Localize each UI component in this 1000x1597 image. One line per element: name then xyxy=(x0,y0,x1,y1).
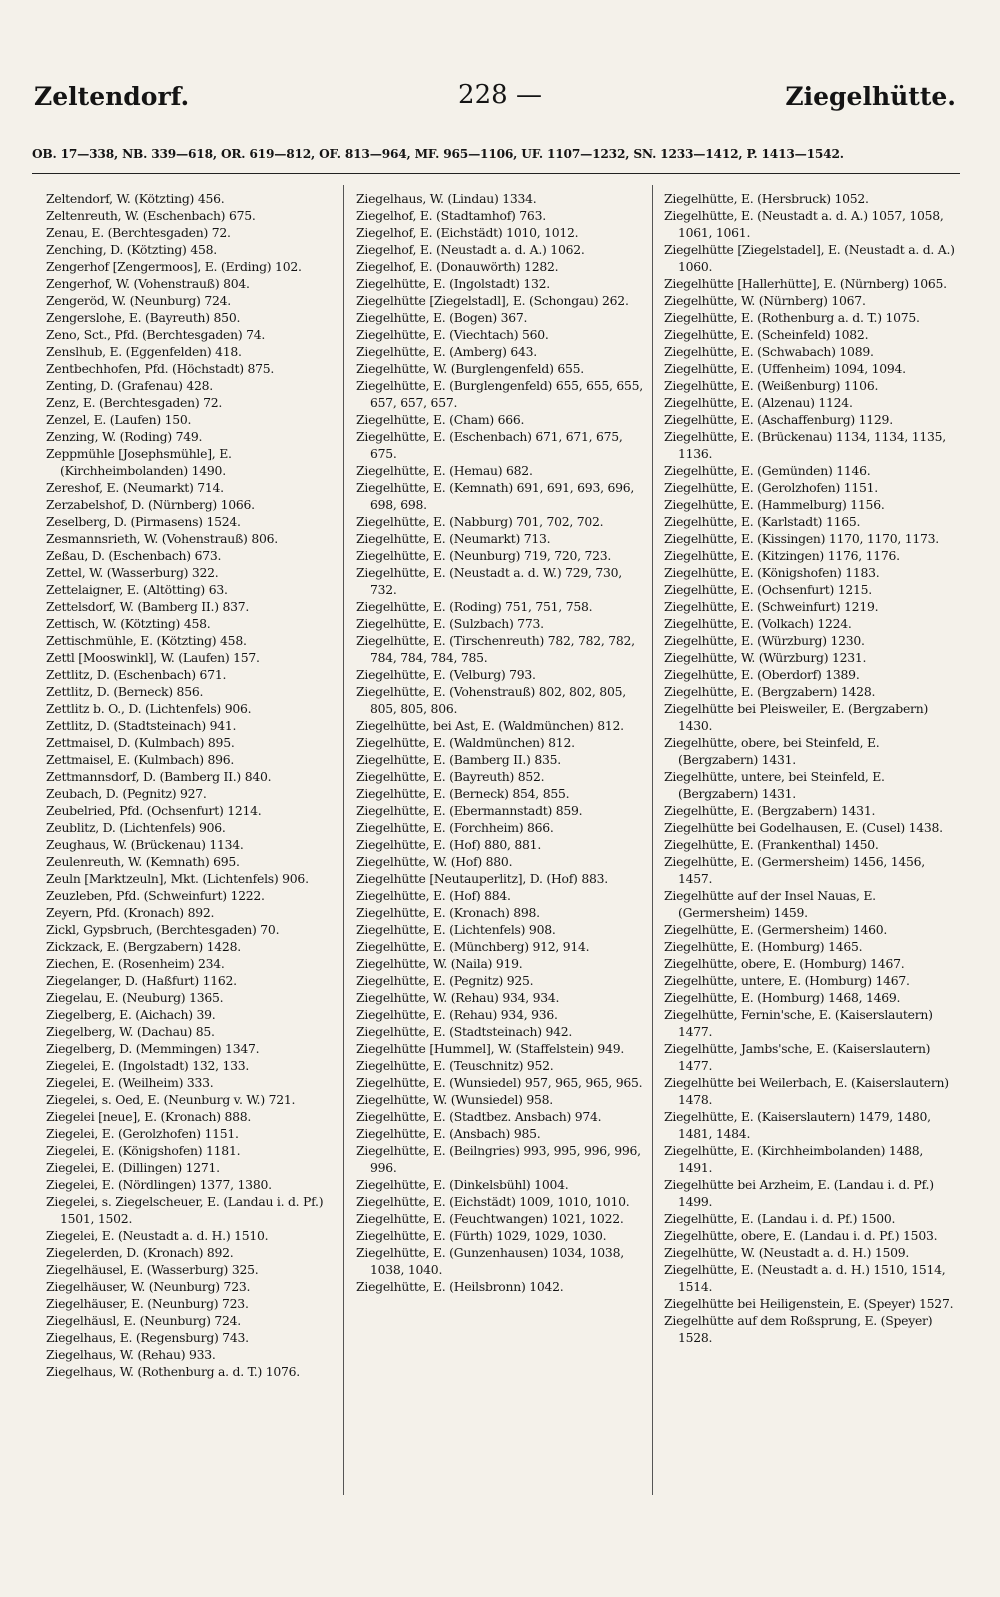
index-entry: Ziegelhütte, E. (Weißenburg) 1106. xyxy=(664,378,879,393)
index-entry: Ziegelhütte, E. (Brückenau) 1134, 1134, 1135, 1136. xyxy=(664,429,946,461)
index-entry: Ziegelhütte, W. (Rehau) 934, 934. xyxy=(356,990,560,1005)
index-entry: Ziegelhütte, E. (Berneck) 854, 855. xyxy=(356,786,570,801)
index-entry: Ziegelhütte, E. (Homburg) 1465. xyxy=(664,939,863,954)
index-entry: Ziegelhütte, obere, bei Steinfeld, E. (Bergzabern) 1431. xyxy=(664,735,880,767)
index-entry: Ziegelau, E. (Neuburg) 1365. xyxy=(46,990,224,1005)
index-entry: Ziegelhütte, W. (Nürnberg) 1067. xyxy=(664,293,866,308)
index-entry: Ziegelhütte, E. (Schwabach) 1089. xyxy=(664,344,874,359)
index-entry: Ziegelhütte, E. (Neustadt a. d. H.) 1510, 1514, 1514. xyxy=(664,1262,946,1294)
index-entry: Zesmannsrieth, W. (Vohenstrauß) 806. xyxy=(46,531,278,546)
index-entry: Ziegelhütte [Ziegelstadel], E. (Neustadt a. d. A.) 1060. xyxy=(664,242,955,274)
index-entry: Ziegelhof, E. (Donauwörth) 1282. xyxy=(356,259,559,274)
index-entry: Zettischmühle, E. (Kötzting) 458. xyxy=(46,633,247,648)
index-entry: Ziegelhütte [Hummel], W. (Staffelstein) 949. xyxy=(356,1041,625,1056)
index-column-1 xyxy=(46,190,336,1520)
index-entry: Ziegelhaus, W. (Lindau) 1334. xyxy=(356,191,537,206)
index-entry: Zengerslohe, E. (Bayreuth) 850. xyxy=(46,310,241,325)
index-entry: Ziegelhütte, E. (Aschaffenburg) 1129. xyxy=(664,412,893,427)
index-entry: Ziegelhütte bei Pleisweiler, E. (Bergzabern) 1430. xyxy=(664,701,929,733)
index-entry: Zettlitz b. O., D. (Lichtenfels) 906. xyxy=(46,701,252,716)
index-entry: Zettlitz, D. (Eschenbach) 671. xyxy=(46,667,227,682)
index-entry: Ziegelhütte, E. (Scheinfeld) 1082. xyxy=(664,327,869,342)
index-entry: Zettelsdorf, W. (Bamberg II.) 837. xyxy=(46,599,250,614)
index-entry: Zickzack, E. (Bergzabern) 1428. xyxy=(46,939,241,954)
index-entry: Ziegelhütte, E. (Uffenheim) 1094, 1094. xyxy=(664,361,906,376)
index-entry: Ziegelhütte bei Heiligenstein, E. (Speyer) 1527. xyxy=(664,1296,954,1311)
index-entry: Zeppmühle [Josephsmühle], E. (Kirchheimbolanden) 1490. xyxy=(46,446,232,478)
index-entry: Ziegelhütte, E. (Velburg) 793. xyxy=(356,667,536,682)
index-entry: Ziegelhäusel, E. (Wasserburg) 325. xyxy=(46,1262,259,1277)
index-entry: Ziegelhütte auf der Insel Nauas, E. (Germersheim) 1459. xyxy=(664,888,876,920)
index-entry: Zenching, D. (Kötzting) 458. xyxy=(46,242,217,257)
index-entry: Ziegelhütte, E. (Neustadt a. d. A.) 1057, 1058, 1061, 1061. xyxy=(664,208,944,240)
index-entry: Ziegelhütte, E. (Hemau) 682. xyxy=(356,463,533,478)
index-entry: Ziegelei, E. (Nördlingen) 1377, 1380. xyxy=(46,1177,272,1192)
index-entry: Zickl, Gypsbruch, (Berchtesgaden) 70. xyxy=(46,922,280,937)
index-entry: Zeselberg, D. (Pirmasens) 1524. xyxy=(46,514,241,529)
index-entry: Ziegelei, E. (Dillingen) 1271. xyxy=(46,1160,220,1175)
index-entry: Ziegelei, E. (Königshofen) 1181. xyxy=(46,1143,241,1158)
index-entry: Ziegelei, E. (Gerolzhofen) 1151. xyxy=(46,1126,239,1141)
index-entry: Ziegelhütte, E. (Bamberg II.) 835. xyxy=(356,752,561,767)
index-entry: Ziegelhütte, E. (Forchheim) 866. xyxy=(356,820,554,835)
index-column-2 xyxy=(356,190,648,1520)
index-entry: Ziegelhütte, obere, E. (Landau i. d. Pf.) 1503. xyxy=(664,1228,938,1243)
index-entry: Zettl [Mooswinkl], W. (Laufen) 157. xyxy=(46,650,260,665)
index-entry: Ziegelhütte, untere, E. (Homburg) 1467. xyxy=(664,973,910,988)
running-head-left: Zeltendorf. xyxy=(34,82,190,111)
index-entry: Zeublitz, D. (Lichtenfels) 906. xyxy=(46,820,226,835)
index-entry: Ziegelhütte, E. (Dinkelsbühl) 1004. xyxy=(356,1177,569,1192)
index-entry: Zeulenreuth, W. (Kemnath) 695. xyxy=(46,854,240,869)
index-entry: Zeubelried, Pfd. (Ochsenfurt) 1214. xyxy=(46,803,262,818)
index-entry: Ziegelhof, E. (Eichstädt) 1010, 1012. xyxy=(356,225,579,240)
index-entry: Ziegelhütte, E. (Gunzenhausen) 1034, 1038, 1038, 1040. xyxy=(356,1245,624,1277)
index-entry: Ziegelhütte, Fernin'sche, E. (Kaiserslautern) 1477. xyxy=(664,1007,933,1039)
index-entry: Zenz, E. (Berchtesgaden) 72. xyxy=(46,395,223,410)
index-entry: Ziegelhütte, E. (Kronach) 898. xyxy=(356,905,540,920)
index-entry: Zeuzleben, Pfd. (Schweinfurt) 1222. xyxy=(46,888,265,903)
index-entry: Ziegelhütte, E. (Bergzabern) 1428. xyxy=(664,684,876,699)
index-entry: Ziegelhütte bei Godelhausen, E. (Cusel) 1438. xyxy=(664,820,943,835)
index-entry: Ziegelhütte, E. (Sulzbach) 773. xyxy=(356,616,544,631)
column-divider xyxy=(343,185,344,1495)
index-entry: Ziegelhütte, E. (Ansbach) 985. xyxy=(356,1126,541,1141)
index-entry: Zettisch, W. (Kötzting) 458. xyxy=(46,616,211,631)
index-entry: Ziegelhütte, E. (Volkach) 1224. xyxy=(664,616,852,631)
index-entry: Ziegelhütte, obere, E. (Homburg) 1467. xyxy=(664,956,905,971)
index-entry: Ziegelhütte, E. (Ebermannstadt) 859. xyxy=(356,803,583,818)
index-entry: Ziegelhütte, E. (Eschenbach) 671, 671, 675, 675. xyxy=(356,429,623,461)
index-entry: Ziegelhof, E. (Neustadt a. d. A.) 1062. xyxy=(356,242,585,257)
index-entry: Ziegelei, s. Ziegelscheuer, E. (Landau i. d. Pf.) 1501, 1502. xyxy=(46,1194,324,1226)
index-entry: Ziegelhütte, E. (Heilsbronn) 1042. xyxy=(356,1279,564,1294)
index-entry: Ziegelhütte, E. (Münchberg) 912, 914. xyxy=(356,939,590,954)
index-column-3 xyxy=(664,190,956,1520)
index-entry: Zettel, W. (Wasserburg) 322. xyxy=(46,565,219,580)
index-entry: Ziegelhütte, E. (Beilngries) 993, 995, 996, 996, 996. xyxy=(356,1143,641,1175)
index-entry: Ziechen, E. (Rosenheim) 234. xyxy=(46,956,225,971)
index-entry: Ziegelanger, D. (Haßfurt) 1162. xyxy=(46,973,237,988)
index-entry: Ziegelhütte, untere, bei Steinfeld, E. (Bergzabern) 1431. xyxy=(664,769,885,801)
index-entry: Ziegelhaus, E. (Regensburg) 743. xyxy=(46,1330,249,1345)
index-entry: Ziegelhütte, E. (Königshofen) 1183. xyxy=(664,565,880,580)
index-entry: Ziegelhütte, E. (Ochsenfurt) 1215. xyxy=(664,582,872,597)
index-entry: Ziegelhütte bei Weilerbach, E. (Kaiserslautern) 1478. xyxy=(664,1075,949,1107)
index-entry: Ziegelhütte, E. (Stadtbez. Ansbach) 974. xyxy=(356,1109,602,1124)
index-entry: Zeßau, D. (Eschenbach) 673. xyxy=(46,548,222,563)
index-entry: Ziegelhütte, E. (Kitzingen) 1176, 1176. xyxy=(664,548,900,563)
index-entry: Ziegelhaus, W. (Rothenburg a. d. T.) 1076. xyxy=(46,1364,300,1379)
index-entry: Ziegelhütte, E. (Pegnitz) 925. xyxy=(356,973,534,988)
index-entry: Ziegelhütte bei Arzheim, E. (Landau i. d. Pf.) 1499. xyxy=(664,1177,934,1209)
index-entry: Ziegelhütte, E. (Hof) 880, 881. xyxy=(356,837,542,852)
index-entry: Ziegelei, E. (Ingolstadt) 132, 133. xyxy=(46,1058,250,1073)
index-entry: Ziegelhütte, E. (Kemnath) 691, 691, 693, 696, 698, 698. xyxy=(356,480,635,512)
index-entry: Ziegelhütte, E. (Alzenau) 1124. xyxy=(664,395,853,410)
index-entry: Ziegelhütte, E. (Burglengenfeld) 655, 655, 655, 657, 657, 657. xyxy=(356,378,643,410)
index-entry: Ziegelhütte, E. (Ingolstadt) 132. xyxy=(356,276,550,291)
index-entry: Ziegelhütte, bei Ast, E. (Waldmünchen) 812. xyxy=(356,718,624,733)
index-entry: Ziegelhütte, W. (Burglengenfeld) 655. xyxy=(356,361,584,376)
index-entry: Ziegelhütte, E. (Wunsiedel) 957, 965, 965, 965. xyxy=(356,1075,643,1090)
index-entry: Ziegelhütte, E. (Hof) 884. xyxy=(356,888,511,903)
index-entry: Ziegelhütte, E. (Tirschenreuth) 782, 782, 782, 784, 784, 784, 785. xyxy=(356,633,635,665)
index-entry: Ziegelhütte, E. (Teuschnitz) 952. xyxy=(356,1058,554,1073)
index-entry: Ziegelberg, E. (Aichach) 39. xyxy=(46,1007,216,1022)
index-entry: Ziegelhäusl, E. (Neunburg) 724. xyxy=(46,1313,241,1328)
index-entry: Ziegelhütte, E. (Germersheim) 1460. xyxy=(664,922,888,937)
header-rule xyxy=(32,173,960,174)
index-entry: Ziegelhütte, E. (Neustadt a. d. W.) 729, 730, 732. xyxy=(356,565,622,597)
index-entry: Ziegelhütte, E. (Eichstädt) 1009, 1010, 1010. xyxy=(356,1194,630,1209)
index-entry: Ziegelhütte, E. (Neunburg) 719, 720, 723. xyxy=(356,548,612,563)
index-entry: Ziegelhütte, W. (Neustadt a. d. H.) 1509. xyxy=(664,1245,910,1260)
index-entry: Ziegelhütte, E. (Gerolzhofen) 1151. xyxy=(664,480,878,495)
index-entry: Ziegelhütte, W. (Hof) 880. xyxy=(356,854,513,869)
running-head-right: Ziegelhütte. xyxy=(785,82,956,111)
index-entry: Ziegelhütte, E. (Würzburg) 1230. xyxy=(664,633,865,648)
index-entry: Ziegelhütte [Hallerhütte], E. (Nürnberg) 1065. xyxy=(664,276,947,291)
index-entry: Zettlitz, D. (Berneck) 856. xyxy=(46,684,204,699)
index-entry: Zeughaus, W. (Brückenau) 1134. xyxy=(46,837,244,852)
index-entry: Zeubach, D. (Pegnitz) 927. xyxy=(46,786,207,801)
index-entry: Zettlitz, D. (Stadtsteinach) 941. xyxy=(46,718,237,733)
index-entry: Ziegelhütte, E. (Bayreuth) 852. xyxy=(356,769,545,784)
index-entry: Ziegelhütte, E. (Kirchheimbolanden) 1488, 1491. xyxy=(664,1143,924,1175)
index-entry: Ziegelhütte, E. (Viechtach) 560. xyxy=(356,327,549,342)
index-entry: Zengeröd, W. (Neunburg) 724. xyxy=(46,293,231,308)
index-entry: Ziegelhütte, W. (Naila) 919. xyxy=(356,956,523,971)
index-entry: Ziegelhütte [Neutauperlitz], D. (Hof) 883. xyxy=(356,871,608,886)
index-entry: Ziegelhütte, E. (Kissingen) 1170, 1170, 1173. xyxy=(664,531,939,546)
index-entry: Zeltenreuth, W. (Eschenbach) 675. xyxy=(46,208,256,223)
index-entry: Ziegelei, E. (Neustadt a. d. H.) 1510. xyxy=(46,1228,269,1243)
index-entry: Ziegelhütte, E. (Waldmünchen) 812. xyxy=(356,735,575,750)
index-entry: Ziegelhütte, E. (Amberg) 643. xyxy=(356,344,537,359)
index-entry: Ziegelhütte, E. (Nabburg) 701, 702, 702. xyxy=(356,514,604,529)
index-entry: Ziegelhütte, W. (Wunsiedel) 958. xyxy=(356,1092,553,1107)
index-entry: Zettmannsdorf, D. (Bamberg II.) 840. xyxy=(46,769,272,784)
index-entry: Ziegelhütte, E. (Landau i. d. Pf.) 1500. xyxy=(664,1211,896,1226)
index-entry: Ziegelei, E. (Weilheim) 333. xyxy=(46,1075,214,1090)
index-entry: Ziegelhütte, E. (Bergzabern) 1431. xyxy=(664,803,876,818)
index-entry: Ziegelhütte, E. (Rothenburg a. d. T.) 1075. xyxy=(664,310,920,325)
index-entry: Ziegelhütte, E. (Homburg) 1468, 1469. xyxy=(664,990,901,1005)
index-entry: Ziegelerden, D. (Kronach) 892. xyxy=(46,1245,234,1260)
index-entry: Zentbechhofen, Pfd. (Höchstadt) 875. xyxy=(46,361,275,376)
index-entry: Ziegelhütte [Ziegelstadl], E. (Schongau) 262. xyxy=(356,293,629,308)
index-entry: Ziegelhütte, E. (Cham) 666. xyxy=(356,412,525,427)
index-entry: Zeyern, Pfd. (Kronach) 892. xyxy=(46,905,215,920)
index-entry: Zeno, Sct., Pfd. (Berchtesgaden) 74. xyxy=(46,327,266,342)
index-entry: Ziegelberg, D. (Memmingen) 1347. xyxy=(46,1041,260,1056)
index-entry: Ziegelhütte, E. (Neumarkt) 713. xyxy=(356,531,551,546)
index-entry: Ziegelhütte, E. (Hammelburg) 1156. xyxy=(664,497,885,512)
index-entry: Ziegelhütte, E. (Lichtenfels) 908. xyxy=(356,922,556,937)
index-entry: Ziegelhütte, E. (Feuchtwangen) 1021, 1022. xyxy=(356,1211,624,1226)
index-entry: Zeltendorf, W. (Kötzting) 456. xyxy=(46,191,225,206)
index-entry: Ziegelhütte, E. (Gemünden) 1146. xyxy=(664,463,871,478)
index-entry: Zenting, D. (Grafenau) 428. xyxy=(46,378,213,393)
index-entry: Zeuln [Marktzeuln], Mkt. (Lichtenfels) 906. xyxy=(46,871,309,886)
column-divider xyxy=(652,185,653,1495)
index-entry: Ziegelhütte, E. (Stadtsteinach) 942. xyxy=(356,1024,573,1039)
index-entry: Ziegelhütte, E. (Frankenthal) 1450. xyxy=(664,837,879,852)
index-entry: Ziegelei, s. Oed, E. (Neunburg v. W.) 721. xyxy=(46,1092,296,1107)
index-entry: Zereshof, E. (Neumarkt) 714. xyxy=(46,480,224,495)
index-entry: Zettmaisel, D. (Kulmbach) 895. xyxy=(46,735,235,750)
index-entry: Ziegelhütte, E. (Roding) 751, 751, 758. xyxy=(356,599,593,614)
index-entry: Zengerhof [Zengermoos], E. (Erding) 102. xyxy=(46,259,302,274)
index-entry: Ziegelhütte, E. (Vohenstrauß) 802, 802, 805, 805, 805, 806. xyxy=(356,684,626,716)
index-entry: Ziegelhütte auf dem Roßsprung, E. (Speyer) 1528. xyxy=(664,1313,933,1345)
index-entry: Zengerhof, W. (Vohenstrauß) 804. xyxy=(46,276,250,291)
index-entry: Ziegelhütte, E. (Rehau) 934, 936. xyxy=(356,1007,558,1022)
index-entry: Ziegelberg, W. (Dachau) 85. xyxy=(46,1024,215,1039)
index-entry: Ziegelhäuser, W. (Neunburg) 723. xyxy=(46,1279,251,1294)
index-entry: Ziegelhütte, E. (Kaiserslautern) 1479, 1480, 1481, 1484. xyxy=(664,1109,931,1141)
index-entry: Ziegelhütte, E. (Fürth) 1029, 1029, 1030. xyxy=(356,1228,607,1243)
page-number: 228 — xyxy=(458,80,542,110)
index-entry: Ziegelhütte, E. (Germersheim) 1456, 1456, 1457. xyxy=(664,854,925,886)
index-entry: Ziegelhütte, E. (Hersbruck) 1052. xyxy=(664,191,869,206)
index-entry: Zerzabelshof, D. (Nürnberg) 1066. xyxy=(46,497,255,512)
index-entry: Ziegelhof, E. (Stadtamhof) 763. xyxy=(356,208,546,223)
index-entry: Ziegelhaus, W. (Rehau) 933. xyxy=(46,1347,216,1362)
index-entry: Ziegelhütte, E. (Schweinfurt) 1219. xyxy=(664,599,879,614)
district-page-ranges: OB. 17—338, NB. 339—618, OR. 619—812, OF. 813—964, MF. 965—1106, UF. 1107—1232, SN. 1233—1412, P. 1413—1542. xyxy=(32,147,844,161)
index-entry: Zettmaisel, E. (Kulmbach) 896. xyxy=(46,752,235,767)
index-entry: Ziegelei [neue], E. (Kronach) 888. xyxy=(46,1109,252,1124)
index-entry: Zenzing, W. (Roding) 749. xyxy=(46,429,203,444)
index-entry: Ziegelhütte, E. (Bogen) 367. xyxy=(356,310,528,325)
index-entry: Ziegelhütte, Jambs'sche, E. (Kaiserslautern) 1477. xyxy=(664,1041,931,1073)
index-entry: Ziegelhäuser, E. (Neunburg) 723. xyxy=(46,1296,249,1311)
index-entry: Zenslhub, E. (Eggenfelden) 418. xyxy=(46,344,242,359)
index-entry: Zettelaigner, E. (Altötting) 63. xyxy=(46,582,228,597)
index-entry: Zenau, E. (Berchtesgaden) 72. xyxy=(46,225,231,240)
index-entry: Zenzel, E. (Laufen) 150. xyxy=(46,412,192,427)
index-entry: Ziegelhütte, W. (Würzburg) 1231. xyxy=(664,650,867,665)
index-entry: Ziegelhütte, E. (Oberdorf) 1389. xyxy=(664,667,860,682)
index-entry: Ziegelhütte, E. (Karlstadt) 1165. xyxy=(664,514,861,529)
